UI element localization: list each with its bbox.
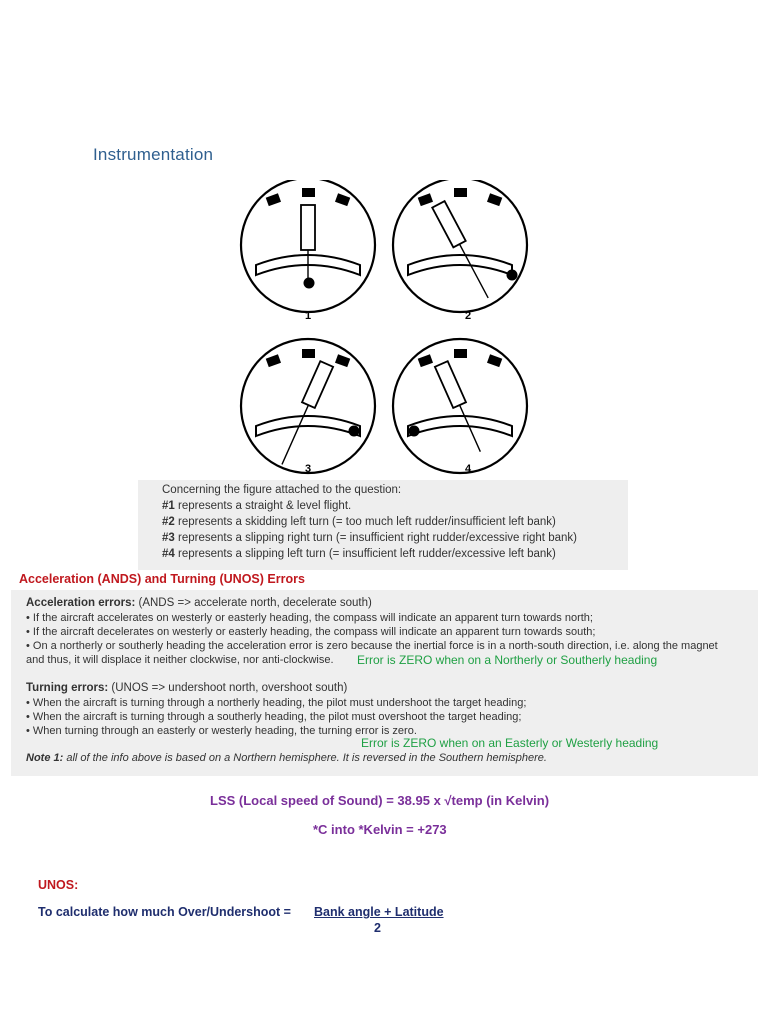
acceleration-header (26, 597, 372, 609)
acceleration-green-note: Error is ZERO when on a Northerly or Southerly heading (357, 653, 658, 667)
overshoot-denominator: 2 (374, 921, 381, 935)
note-1-label: Note 1: (26, 752, 64, 764)
turning-suffix: (UNOS => undershoot north, overshoot south) (111, 682, 348, 694)
unos-label: UNOS: (38, 878, 79, 892)
dial-2 (393, 180, 527, 312)
figure-note-intro: Concerning the figure attached to the question: (162, 484, 402, 496)
acceleration-bullet: and thus, it will displace it neither clockwise, nor anti-clockwise. (26, 654, 334, 666)
overshoot-numerator: Bank angle + Latitude (314, 905, 444, 919)
figure-note-text: represents a slipping left turn (= insufficient left rudder/excessive left bank) (174, 548, 556, 560)
note-1 (26, 752, 547, 764)
figure-note-text: represents a straight & level flight. (174, 500, 352, 512)
lss-formula: LSS (Local speed of Sound) = 38.95 x √temp (in Kelvin) (210, 793, 550, 808)
turning-bullet: • When turning through an easterly or westerly heading, the turning error is zero. (26, 725, 417, 737)
figure-note-num: #1 (162, 500, 175, 512)
figure-note-text: represents a slipping right turn (= insufficient right rudder/excessive right bank) (174, 532, 577, 544)
dial-label-2: 2 (464, 310, 472, 322)
figure-note-item (162, 548, 556, 560)
acceleration-bullet: • If the aircraft accelerates on westerly or easterly heading, the compass will indicate an apparent turn towards north; (26, 612, 593, 624)
acceleration-suffix: (ANDS => accelerate north, decelerate south) (138, 597, 372, 609)
figure-note-text: represents a skidding left turn (= too much left rudder/insufficient left bank) (174, 516, 556, 528)
turn-coordinator-figure (232, 180, 538, 478)
figure-note-num: #2 (162, 516, 175, 528)
dial-label-3: 3 (304, 463, 312, 475)
turning-green-note: Error is ZERO when on an Easterly or Westerly heading (361, 736, 659, 750)
figure-note-num: #4 (162, 548, 175, 560)
dial-4 (393, 339, 527, 473)
kelvin-formula: *C into *Kelvin = +273 (313, 822, 447, 837)
errors-heading: Acceleration (ANDS) and Turning (UNOS) Errors (19, 572, 305, 586)
figure-note-item (162, 516, 556, 528)
figure-note-box (138, 480, 628, 570)
turning-header (26, 682, 347, 694)
figure-note-item (162, 532, 577, 544)
section-title: Instrumentation (93, 145, 214, 164)
overshoot-prefix: To calculate how much Over/Undershoot = (38, 905, 291, 919)
turning-label: Turning errors: (26, 682, 109, 694)
figure-note-num: #3 (162, 532, 175, 544)
dial-label-4: 4 (464, 463, 472, 475)
note-1-text: all of the info above is based on a Northern hemisphere. It is reversed in the Southern hemisphere. (63, 752, 547, 764)
figure-note-item (162, 500, 351, 512)
errors-box (11, 590, 758, 776)
dial-label-1: 1 (304, 310, 312, 322)
turning-bullet: • When the aircraft is turning through a northerly heading, the pilot must undershoot the target heading; (26, 697, 527, 709)
acceleration-label: Acceleration errors: (26, 597, 136, 609)
acceleration-bullet: • If the aircraft decelerates on westerly or easterly heading, the compass will indicate an apparent turn towards south; (26, 626, 596, 638)
dial-1 (241, 180, 375, 312)
turn-coordinator-diagram (232, 180, 538, 478)
turning-bullet: • When the aircraft is turning through a southerly heading, the pilot must overshoot the target heading; (26, 711, 522, 723)
acceleration-bullet: • On a northerly or southerly heading the acceleration error is zero because the inertial force is in a north-south direction, i.e. along the magnet (26, 640, 718, 652)
dial-3 (241, 339, 375, 473)
